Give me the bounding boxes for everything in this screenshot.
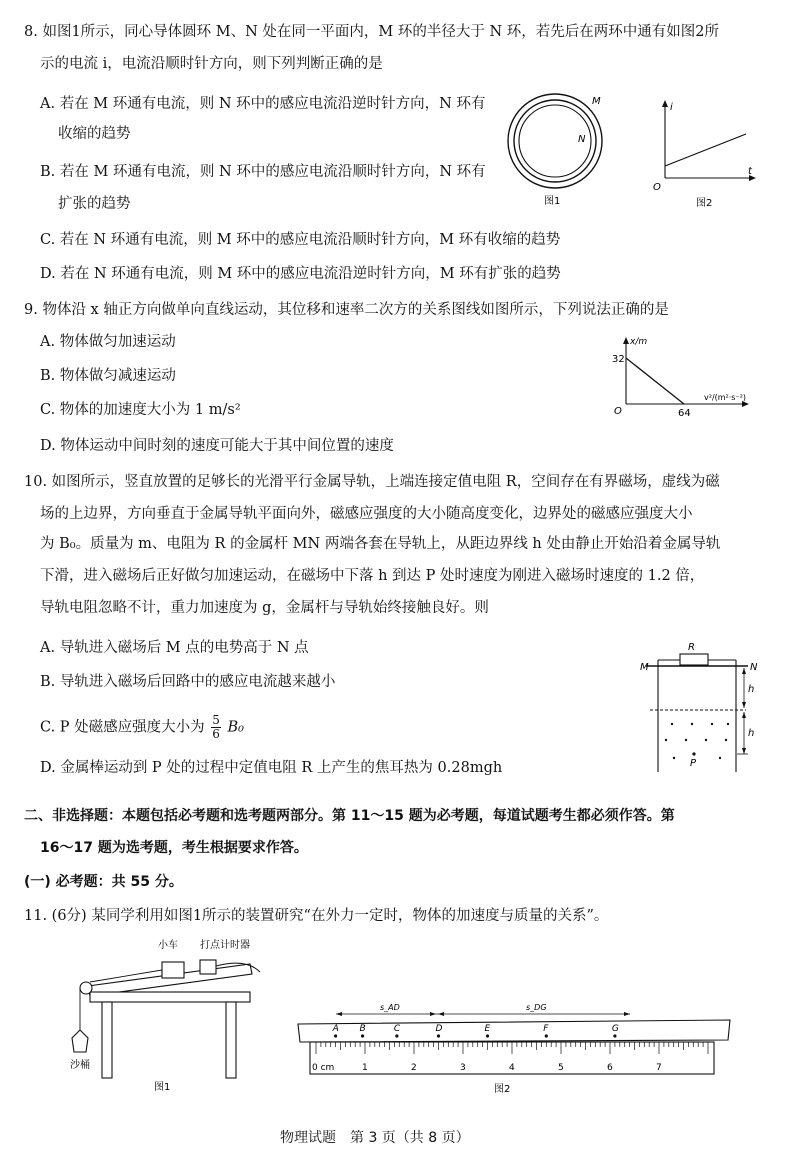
q11-line1: 11. (6分) 某同学利用如图1所示的装置研究“在外力一定时，物体的加速度与质量的关系”。 — [24, 908, 609, 924]
ring-label-n: N — [578, 134, 586, 145]
q10-line3: 为 B₀。质量为 m、电阻为 R 的金属杆 MN 两端各套在导轨上，从距边界线 h 处由静止开始沿着金属导轨 — [40, 536, 721, 552]
label-timer: 打点计时器 — [200, 940, 250, 951]
q8-fig1-caption: 图1 — [544, 196, 561, 207]
resistor-r — [680, 654, 708, 665]
height-h2: h — [748, 728, 755, 739]
q9-option-d: D. 物体运动中间时刻的速度可能大于其中间位置的速度 — [40, 438, 394, 454]
tape-point-label: D — [435, 1024, 443, 1034]
tape-point-label: A — [332, 1024, 339, 1034]
label-cart: 小车 — [158, 940, 178, 951]
q10-option-a: A. 导轨进入磁场后 M 点的电势高于 N 点 — [40, 640, 309, 656]
q9-option-b: B. 物体做匀减速运动 — [40, 368, 176, 384]
q11-fig1-caption: 图1 — [154, 1082, 171, 1092]
rod-label-n: N — [750, 662, 758, 673]
section2-subheading: (一) 必考题：共 55 分。 — [24, 874, 183, 890]
ruler-tick-label: 7 — [656, 1063, 662, 1073]
tape-dot — [486, 1034, 489, 1037]
graph-label-o: O — [653, 182, 661, 193]
q10-option-c-text: C. P 处磁感应强度大小为 — [40, 719, 205, 736]
height-h1: h — [748, 684, 755, 695]
tape-point-label: F — [543, 1024, 549, 1034]
ruler-tick-label: 3 — [460, 1063, 466, 1073]
q10-figure — [640, 638, 780, 778]
q9-graph — [608, 332, 783, 420]
tape-dot — [361, 1034, 364, 1037]
ruler-tick-label: 4 — [509, 1063, 515, 1073]
section2-heading-cont: 16～17 题为选考题，考生根据要求作答。 — [40, 840, 308, 856]
timer — [200, 960, 216, 974]
q8-option-a-cont: 收缩的趋势 — [58, 126, 131, 142]
q9-graph-xlabel: v²/(m²·s⁻²) — [704, 393, 747, 402]
q8-option-b: B. 若在 M 环通有电流，则 N 环中的感应电流沿顺时针方向，N 环有 — [40, 164, 486, 180]
ring-m-outer — [508, 94, 602, 188]
tape-dot — [395, 1034, 398, 1037]
point-p-label: P — [690, 758, 697, 769]
q10-option-d: D. 金属棒运动到 P 处的过程中定值电阻 R 上产生的焦耳热为 0.28mgh — [40, 760, 503, 776]
cart — [162, 962, 184, 978]
q11-figure2-ruler — [290, 1000, 740, 1096]
q8-line1: 8. 如图1所示，同心导体圆环 M、N 处在同一平面内，M 环的半径大于 N 环，若先后在两环中通有如图2所 — [24, 24, 720, 40]
q10-line2: 场的上边界，方向垂直于金属导轨平面向外，磁感应强度的大小随高度变化，边界处的磁感应强度大小 — [40, 506, 693, 522]
tape-point-label: E — [484, 1024, 491, 1034]
q11-fig2-caption: 图2 — [494, 1084, 511, 1095]
q8-option-d: D. 若在 N 环通有电流，则 M 环中的感应电流沿逆时针方向，M 环有扩张的趋势 — [40, 266, 561, 282]
q10-line5: 导轨电阻忽略不计，重力加速度为 g，金属杆与导轨始终接触良好。则 — [40, 600, 489, 616]
q10-fraction — [211, 714, 221, 741]
graph-label-i: i — [670, 102, 673, 113]
q9-graph-line — [626, 358, 684, 404]
q9-option-c: C. 物体的加速度大小为 1 m/s² — [40, 402, 241, 418]
ruler-tick-label: 0 cm — [312, 1063, 335, 1073]
label-bucket: 沙桶 — [70, 1060, 90, 1071]
q8-figure2-graph — [650, 98, 760, 213]
q10-option-c-b0: B₀ — [227, 719, 244, 736]
ruler-tick-label: 6 — [607, 1063, 613, 1073]
sand-bucket — [72, 1030, 88, 1052]
q10-fraction-denominator: 6 — [212, 727, 220, 741]
q8-fig2-caption: 图2 — [696, 198, 713, 209]
resistor-label: R — [688, 642, 695, 653]
current-line — [665, 134, 746, 166]
q8-option-c: C. 若在 N 环通有电流，则 M 环中的感应电流沿顺时针方向，M 环有收缩的趋势 — [40, 232, 561, 248]
table-top — [90, 992, 250, 1002]
ruler-tick-label: 2 — [411, 1063, 417, 1073]
q10-option-c — [40, 714, 244, 741]
tape-dot — [613, 1034, 616, 1037]
rod-label-m: M — [640, 662, 649, 673]
q9-option-a: A. 物体做匀加速运动 — [40, 334, 176, 350]
ruler-tick-label: 5 — [558, 1063, 564, 1073]
tape-dot — [545, 1034, 548, 1037]
tape-point-label: G — [611, 1024, 619, 1034]
q9-line1: 9. 物体沿 x 轴正方向做单向直线运动，其位移和速率二次方的关系图线如图所示，下列说法正确的是 — [24, 302, 669, 318]
q9-graph-origin: O — [614, 406, 622, 417]
page-footer: 物理试题 第 3 页（共 8 页） — [280, 1130, 470, 1146]
tape-point-label: C — [393, 1024, 401, 1034]
q10-fraction-numerator: 5 — [212, 713, 220, 727]
ring-label-m: M — [592, 96, 601, 107]
q8-figure1-rings — [500, 86, 620, 216]
pulley — [80, 982, 92, 994]
q10-line1: 10. 如图所示，竖直放置的足够长的光滑平行金属导轨，上端连接定值电阻 R，空间存在有界磁场，虚线为磁 — [24, 474, 720, 490]
label-s-ad: s_AD — [380, 1003, 400, 1012]
q8-option-b-cont: 扩张的趋势 — [58, 196, 131, 212]
q8-option-a: A. 若在 M 环通有电流，则 N 环中的感应电流沿逆时针方向，N 环有 — [40, 96, 486, 112]
tape-dot — [334, 1034, 337, 1037]
q9-graph-ytick: 32 — [612, 354, 625, 365]
label-s-dg: s_DG — [526, 1003, 547, 1012]
ruler-tick-label: 1 — [362, 1063, 368, 1073]
q9-graph-xtick: 64 — [678, 408, 691, 419]
q8-line2: 示的电流 i，电流沿顺时针方向，则下列判断正确的是 — [40, 56, 383, 72]
field-dots — [665, 723, 729, 759]
tape-point-label: B — [359, 1024, 366, 1034]
graph-label-t: t — [748, 166, 752, 177]
q10-option-b: B. 导轨进入磁场后回路中的感应电流越来越小 — [40, 674, 336, 690]
section2-heading: 二、非选择题：本题包括必考题和选考题两部分。第 11～15 题为必考题，每道试题考生都必须作答。第 — [24, 808, 675, 824]
q11-figure1-setup — [50, 934, 280, 1092]
q10-line4: 下滑，进入磁场后正好做匀加速运动，在磁场中下落 h 到达 P 处时速度为刚进入磁场时速度的 1.2 倍， — [40, 568, 705, 584]
q9-graph-ylabel: x/m — [630, 337, 648, 347]
tape-dot — [437, 1034, 440, 1037]
